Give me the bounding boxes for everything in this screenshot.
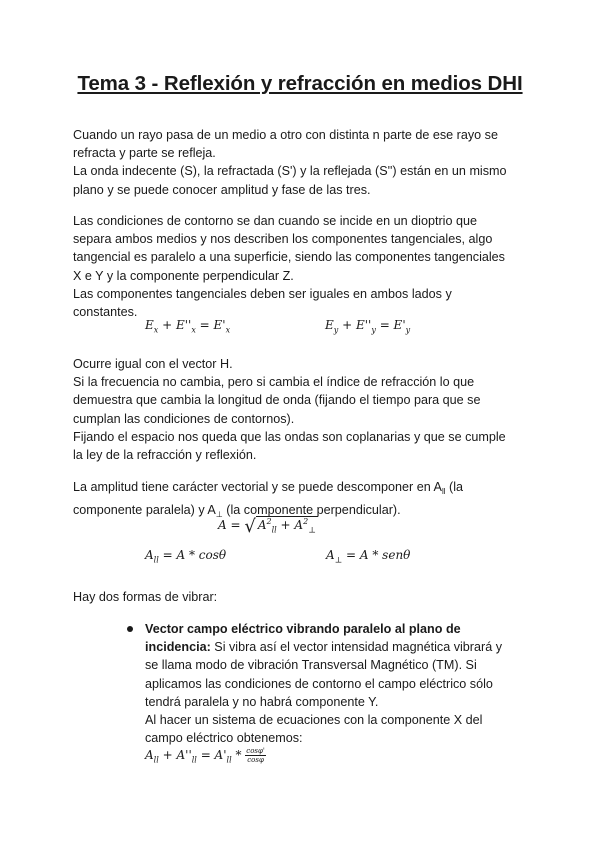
- text-line: plano y se puede conocer amplitud y fase de las tres.: [73, 182, 371, 197]
- boundary-conditions-paragraph: [73, 212, 533, 321]
- vibration-intro: Hay dos formas de vibrar:: [73, 590, 218, 604]
- text-line: demuestra que cambia la longitud de onda (fijando el tiempo para que se: [73, 393, 481, 408]
- text-line: Las componentes tangenciales deben ser iguales en ambos lados y: [73, 286, 452, 301]
- equation-ex: $E_x + E''_x = E'_x$: [145, 318, 231, 335]
- equation-tm: $A_{ll} + A''_{ll} = A'_{ll}$ * $\frac{\cos\varphi'}{\cos\varphi}$: [145, 747, 265, 765]
- text-line: Si la frecuencia no cambia, pero si cambia el índice de refracción lo que: [73, 375, 475, 390]
- bullet-heading: Vector campo eléctrico vibrando paralelo al plano de: [145, 622, 461, 636]
- text-line: cumplan las condiciones de contornos).: [73, 411, 295, 426]
- text-line: aplicamos las condiciones de contorno el campo eléctrico sólo: [145, 676, 493, 691]
- text-line: refracta y parte se refleja.: [73, 146, 216, 161]
- bullet-item-tm: [145, 620, 545, 747]
- equation-amplitude: A = √ $A^2_{ll} + A^2_\perp$: [218, 516, 316, 537]
- page-title: Tema 3 - Reflexión y refracción en medios DHI: [77, 72, 523, 95]
- intro-paragraph: [73, 126, 533, 199]
- text-line: Las condiciones de contorno se dan cuando se incide en un dioptrio que: [73, 214, 477, 228]
- equation-a-perpendicular: $A_\perp = A * sen\theta$: [326, 548, 411, 565]
- text-line: La amplitud tiene carácter vectorial y se puede descomponer en $A_{ll}$ (la: [73, 480, 463, 496]
- equation-ey: $E_y + E''_y = E'_y$: [325, 318, 411, 335]
- text-line: La onda indecente (S), la refractada (S') y la reflejada (S'') están en un mismo: [73, 164, 507, 179]
- text-line: tangencial es paralelo a una superficie, siendo las componentes tangenciales: [73, 250, 505, 265]
- text-line: Cuando un rayo pasa de un medio a otro con distinta n parte de ese rayo se: [73, 128, 498, 142]
- text-line: incidencia: Si vibra así el vector intensidad magnética vibrará y: [145, 640, 502, 655]
- frequency-paragraph: [73, 355, 533, 464]
- text-line: la ley de la refracción y reflexión.: [73, 448, 257, 463]
- text-line: componente paralela) y $A_\perp$ (la componente perpendicular).: [73, 503, 401, 520]
- text-line: tendrá paralela y no habrá componente Y.: [145, 694, 379, 709]
- bullet-icon: [127, 626, 133, 632]
- equation-a-parallel: $A_{ll} = A * \cos\theta$: [145, 548, 227, 565]
- text-line: separa ambos medios y nos describen los componentes tangenciales, algo: [73, 232, 493, 247]
- text-line: X e Y y la componente perpendicular Z.: [73, 268, 294, 283]
- text-line: constantes.: [73, 305, 138, 320]
- text-line: se llama modo de vibración Transversal Magnético (TM). Si: [145, 658, 477, 673]
- text-line: Al hacer un sistema de ecuaciones con la componente X del: [145, 713, 483, 728]
- text-line: Fijando el espacio nos queda que las ondas son coplanarias y que se cumple: [73, 429, 506, 444]
- text-line: campo eléctrico obtenemos:: [145, 731, 303, 746]
- text-line: Ocurre igual con el vector H.: [73, 357, 233, 371]
